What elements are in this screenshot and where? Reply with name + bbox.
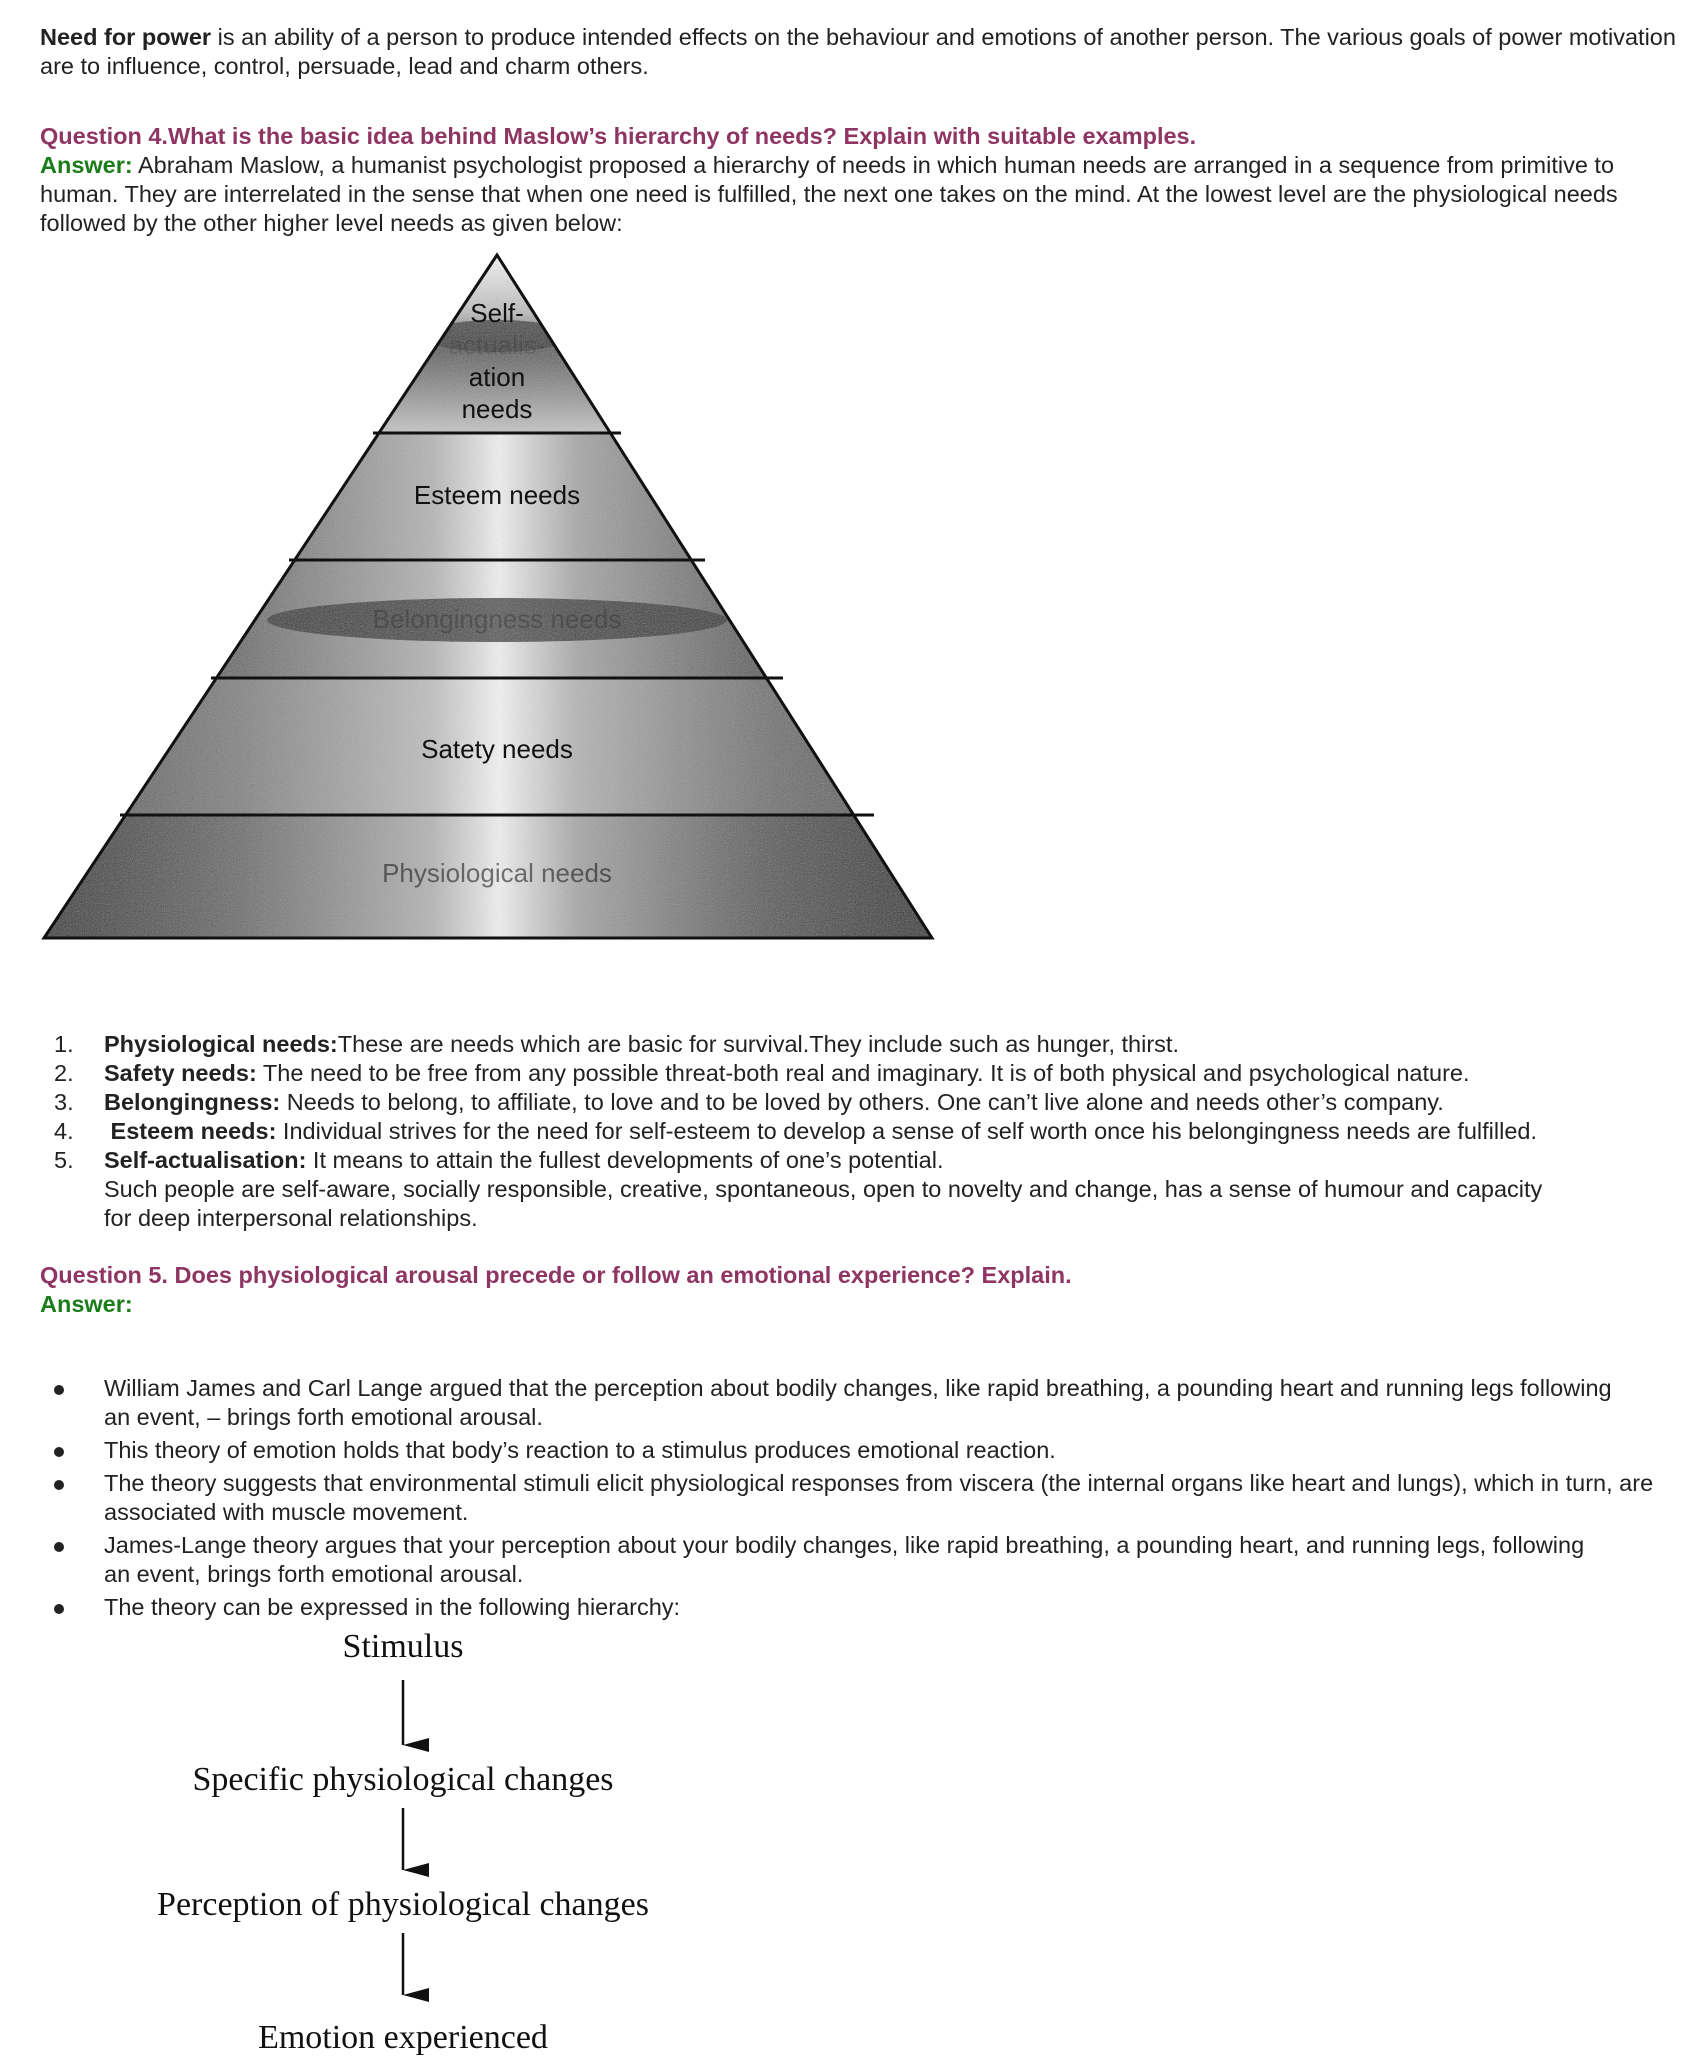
list-term: Esteem needs: — [104, 1118, 277, 1144]
pyramid-label-self-line1: Self- — [470, 298, 524, 328]
pyramid-label-self-line4: needs — [461, 394, 533, 424]
list-number: 4. — [54, 1118, 74, 1144]
bullet-dot-icon — [54, 1604, 64, 1614]
bullet-text: William James and Carl Lange argued that the perception about bodily changes, like rapid breathing, a pounding heart and running legs following an event, – brings forth emotional arousal. — [104, 1375, 1612, 1430]
pyramid-label-physiological: Physiological needs — [382, 858, 612, 888]
bullet-item — [40, 1436, 1680, 1465]
list-text: Needs to belong, to affiliate, to love and to be loved by others. One can’t live alone and needs other’s company. — [280, 1089, 1444, 1115]
bullet-dot-icon — [54, 1447, 64, 1457]
list-number: 5. — [54, 1147, 74, 1173]
flow-step-emotion: Emotion experienced — [258, 2019, 548, 2056]
list-item — [40, 1088, 1680, 1117]
list-term: Safety needs: — [104, 1060, 257, 1086]
bullet-text: The theory suggests that environmental stimuli elicit physiological responses from viscera (the internal organs like heart and lungs), which in turn, are associated with muscle movement. — [104, 1470, 1654, 1525]
question-5-heading: Question 5. Does physiological arousal precede or follow an emotional experience? Explain. — [40, 1262, 1072, 1288]
list-continuation-line-1: Such people are self-aware, socially responsible, creative, spontaneous, open to novelty and change, has a sense of humour and capacity — [104, 1176, 1543, 1202]
list-number: 1. — [54, 1031, 74, 1057]
pyramid-label-esteem: Esteem needs — [413, 480, 581, 510]
pyramid-label-safety: Satety needs — [421, 734, 573, 764]
question-4-answer — [40, 151, 1680, 238]
list-number: 2. — [54, 1060, 74, 1086]
pyramid-label-self-line2: actualis- — [448, 330, 546, 360]
bullet-text: This theory of emotion holds that body’s reaction to a stimulus produces emotional reaction. — [104, 1437, 1056, 1463]
list-text: These are needs which are basic for survival.They include such as hunger, thirst. — [337, 1031, 1179, 1057]
list-continuation-line-2: for deep interpersonal relationships. — [104, 1205, 478, 1231]
list-item — [40, 1146, 1680, 1175]
james-lange-bullets — [40, 1374, 1680, 1626]
question-5-answer-label: Answer: — [40, 1291, 133, 1317]
flow-step-stimulus: Stimulus — [342, 1628, 464, 1665]
maslow-pyramid-figure — [0, 248, 960, 948]
intro-text: is an ability of a person to produce intended effects on the behaviour and emotions of another person. The various goals of power motivation are to influence, control, persuade, lead and charm others. — [40, 24, 1676, 79]
bullet-item — [40, 1531, 1614, 1589]
bullet-text: The theory can be expressed in the following hierarchy: — [104, 1594, 681, 1620]
answer-text: Abraham Maslow, a humanist psychologist proposed a hierarchy of needs in which human needs are arranged in a sequence from primitive to human. They are interrelated in the sense that when one need is fulfilled, the next one takes on the mind. At the lowest level are the physiological needs followed by the other higher level needs as given below: — [40, 152, 1618, 236]
flow-step-perception: Perception of physiological changes — [157, 1886, 649, 1923]
list-number: 3. — [54, 1089, 74, 1115]
bullet-dot-icon — [54, 1542, 64, 1552]
answer-label: Answer: — [40, 152, 133, 178]
list-text: The need to be free from any possible threat-both real and imaginary. It is of both physical and psychological nature. — [256, 1060, 1470, 1086]
list-term: Belongingness: — [104, 1089, 281, 1115]
question-4-heading: Question 4.What is the basic idea behind Maslow’s hierarchy of needs? Explain with suitable examples. — [40, 123, 1197, 149]
list-text: It means to attain the fullest developments of one’s potential. — [306, 1147, 944, 1173]
list-term: Self-actualisation: — [104, 1147, 307, 1173]
list-item — [40, 1117, 1680, 1146]
list-item — [40, 1059, 1680, 1088]
list-term: Physiological needs: — [104, 1031, 338, 1057]
bullet-text: James-Lange theory argues that your perception about your bodily changes, like rapid breathing, a pounding heart, and running legs, following an event, brings forth emotional arousal. — [104, 1532, 1585, 1587]
intro-term: Need for power — [40, 24, 212, 50]
pyramid-label-self-line3: ation — [468, 362, 526, 392]
list-text: Individual strives for the need for self-esteem to develop a sense of self worth once his belongingness needs are fulfilled. — [276, 1118, 1537, 1144]
bullet-dot-icon — [54, 1480, 64, 1490]
james-lange-flow-chart — [0, 1625, 850, 2062]
intro-paragraph — [40, 23, 1680, 81]
maslow-needs-list — [40, 1030, 1680, 1233]
list-item — [40, 1030, 1680, 1059]
bullet-item — [40, 1593, 1680, 1622]
bullet-item — [40, 1374, 1634, 1432]
bullet-item — [40, 1469, 1684, 1527]
flow-step-physiological-changes: Specific physiological changes — [192, 1761, 614, 1798]
pyramid-label-belongingness: Belongingness needs — [372, 604, 622, 634]
bullet-dot-icon — [54, 1385, 64, 1395]
